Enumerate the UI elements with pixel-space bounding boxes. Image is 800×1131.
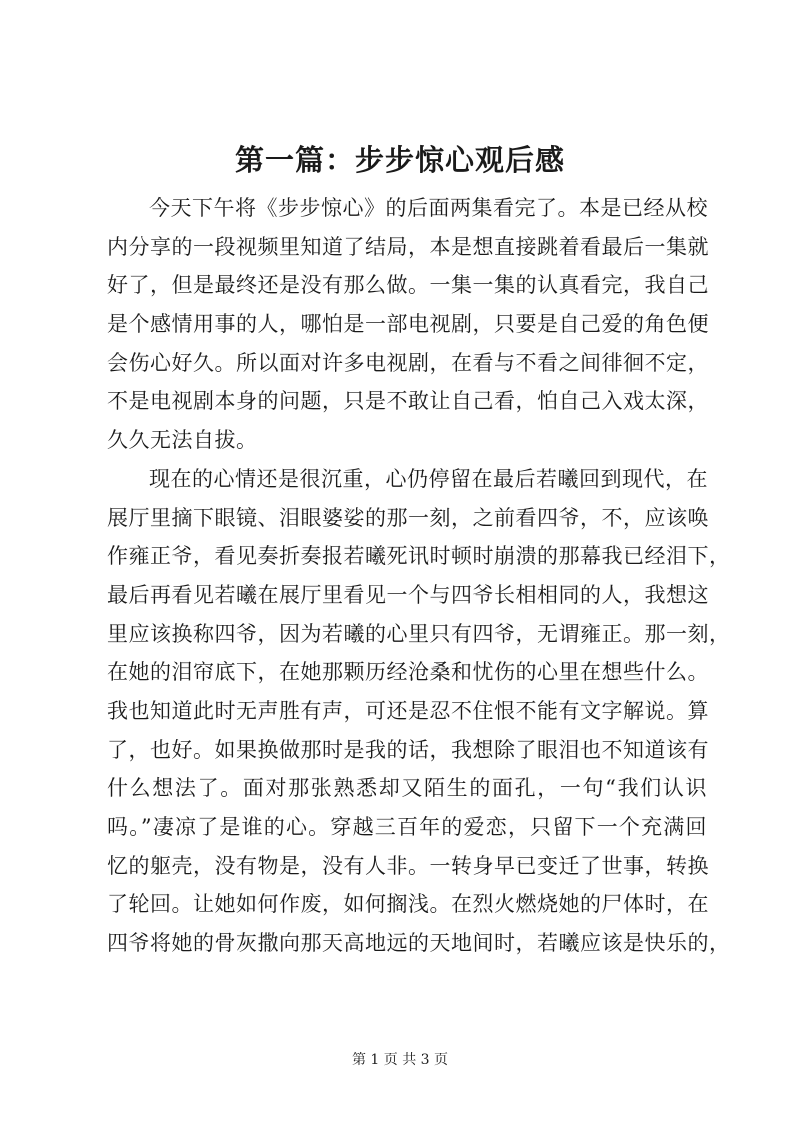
paragraph-1: [107, 189, 707, 460]
document-title: 第一篇：步步惊心观后感: [234, 143, 565, 177]
paragraph-line: 我也知道此时无声胜有声，可还是忍不住恨不能有文字解说。算: [107, 698, 709, 723]
paragraph-line: 在她的泪帘底下，在她那颗历经沧桑和忧伤的心里在想些什么。: [107, 660, 709, 685]
paragraph-line: 今天下午将《步步惊心》的后面两集看完了。本是已经从校: [149, 196, 708, 220]
paragraph-line: 最后再看见若曦在展厅里看见一个与四爷长相相同的人，我想这: [107, 582, 709, 607]
paragraph-line: 吗。”凄凉了是谁的心。穿越三百年的爱恋，只留下一个充满回: [107, 815, 707, 839]
paragraph-line: 了，也好。如果换做那时是我的话，我想除了眼泪也不知道该有: [107, 737, 709, 762]
paragraph-line: 了轮回。让她如何作废，如何搁浅。在烈火燃烧她的尸体时，在: [107, 892, 709, 917]
paragraph-line: 是个感情用事的人，哪怕是一部电视剧，只要是自己爱的角色便: [107, 312, 709, 337]
paragraph-line: 作雍正爷，看见奏折奏报若曦死讯时顿时崩溃的那幕我已经泪下，: [107, 544, 731, 569]
paragraph-line: 展厅里摘下眼镜、泪眼婆娑的那一刻，之前看四爷，不，应该唤: [107, 505, 709, 530]
paragraph-line: 会伤心好久。所以面对许多电视剧，在看与不看之间徘徊不定，: [107, 350, 709, 375]
paragraph-line: 里应该换称四爷，因为若曦的心里只有四爷，无谓雍正。那一刻，: [107, 621, 731, 646]
paragraph-line: 久久无法自拔。: [107, 428, 258, 453]
page-number: 第 1 页 共 3 页: [351, 1052, 449, 1068]
paragraph-line: 四爷将她的骨灰撒向那天高地远的天地间时，若曦应该是快乐的，: [107, 931, 731, 956]
document-body: [107, 189, 731, 963]
paragraph-2: [107, 460, 731, 963]
paragraph-line: 不是电视剧本身的问题，只是不敢让自己看，怕自己入戏太深，: [107, 389, 709, 414]
paragraph-line: 内分享的一段视频里知道了结局，本是想直接跳着看最后一集就: [107, 234, 709, 259]
paragraph-line: 好了，但是最终还是没有那么做。一集一集的认真看完，我自己: [107, 273, 709, 298]
paragraph-line: 忆的躯壳，没有物是，没有人非。一转身早已变迁了世事，转换: [107, 853, 709, 878]
paragraph-line: 什么想法了。面对那张熟悉却又陌生的面孔，一句“我们认识: [107, 776, 707, 801]
paragraph-line: 现在的心情还是很沉重，心仍停留在最后若曦回到现代，在: [149, 466, 708, 491]
